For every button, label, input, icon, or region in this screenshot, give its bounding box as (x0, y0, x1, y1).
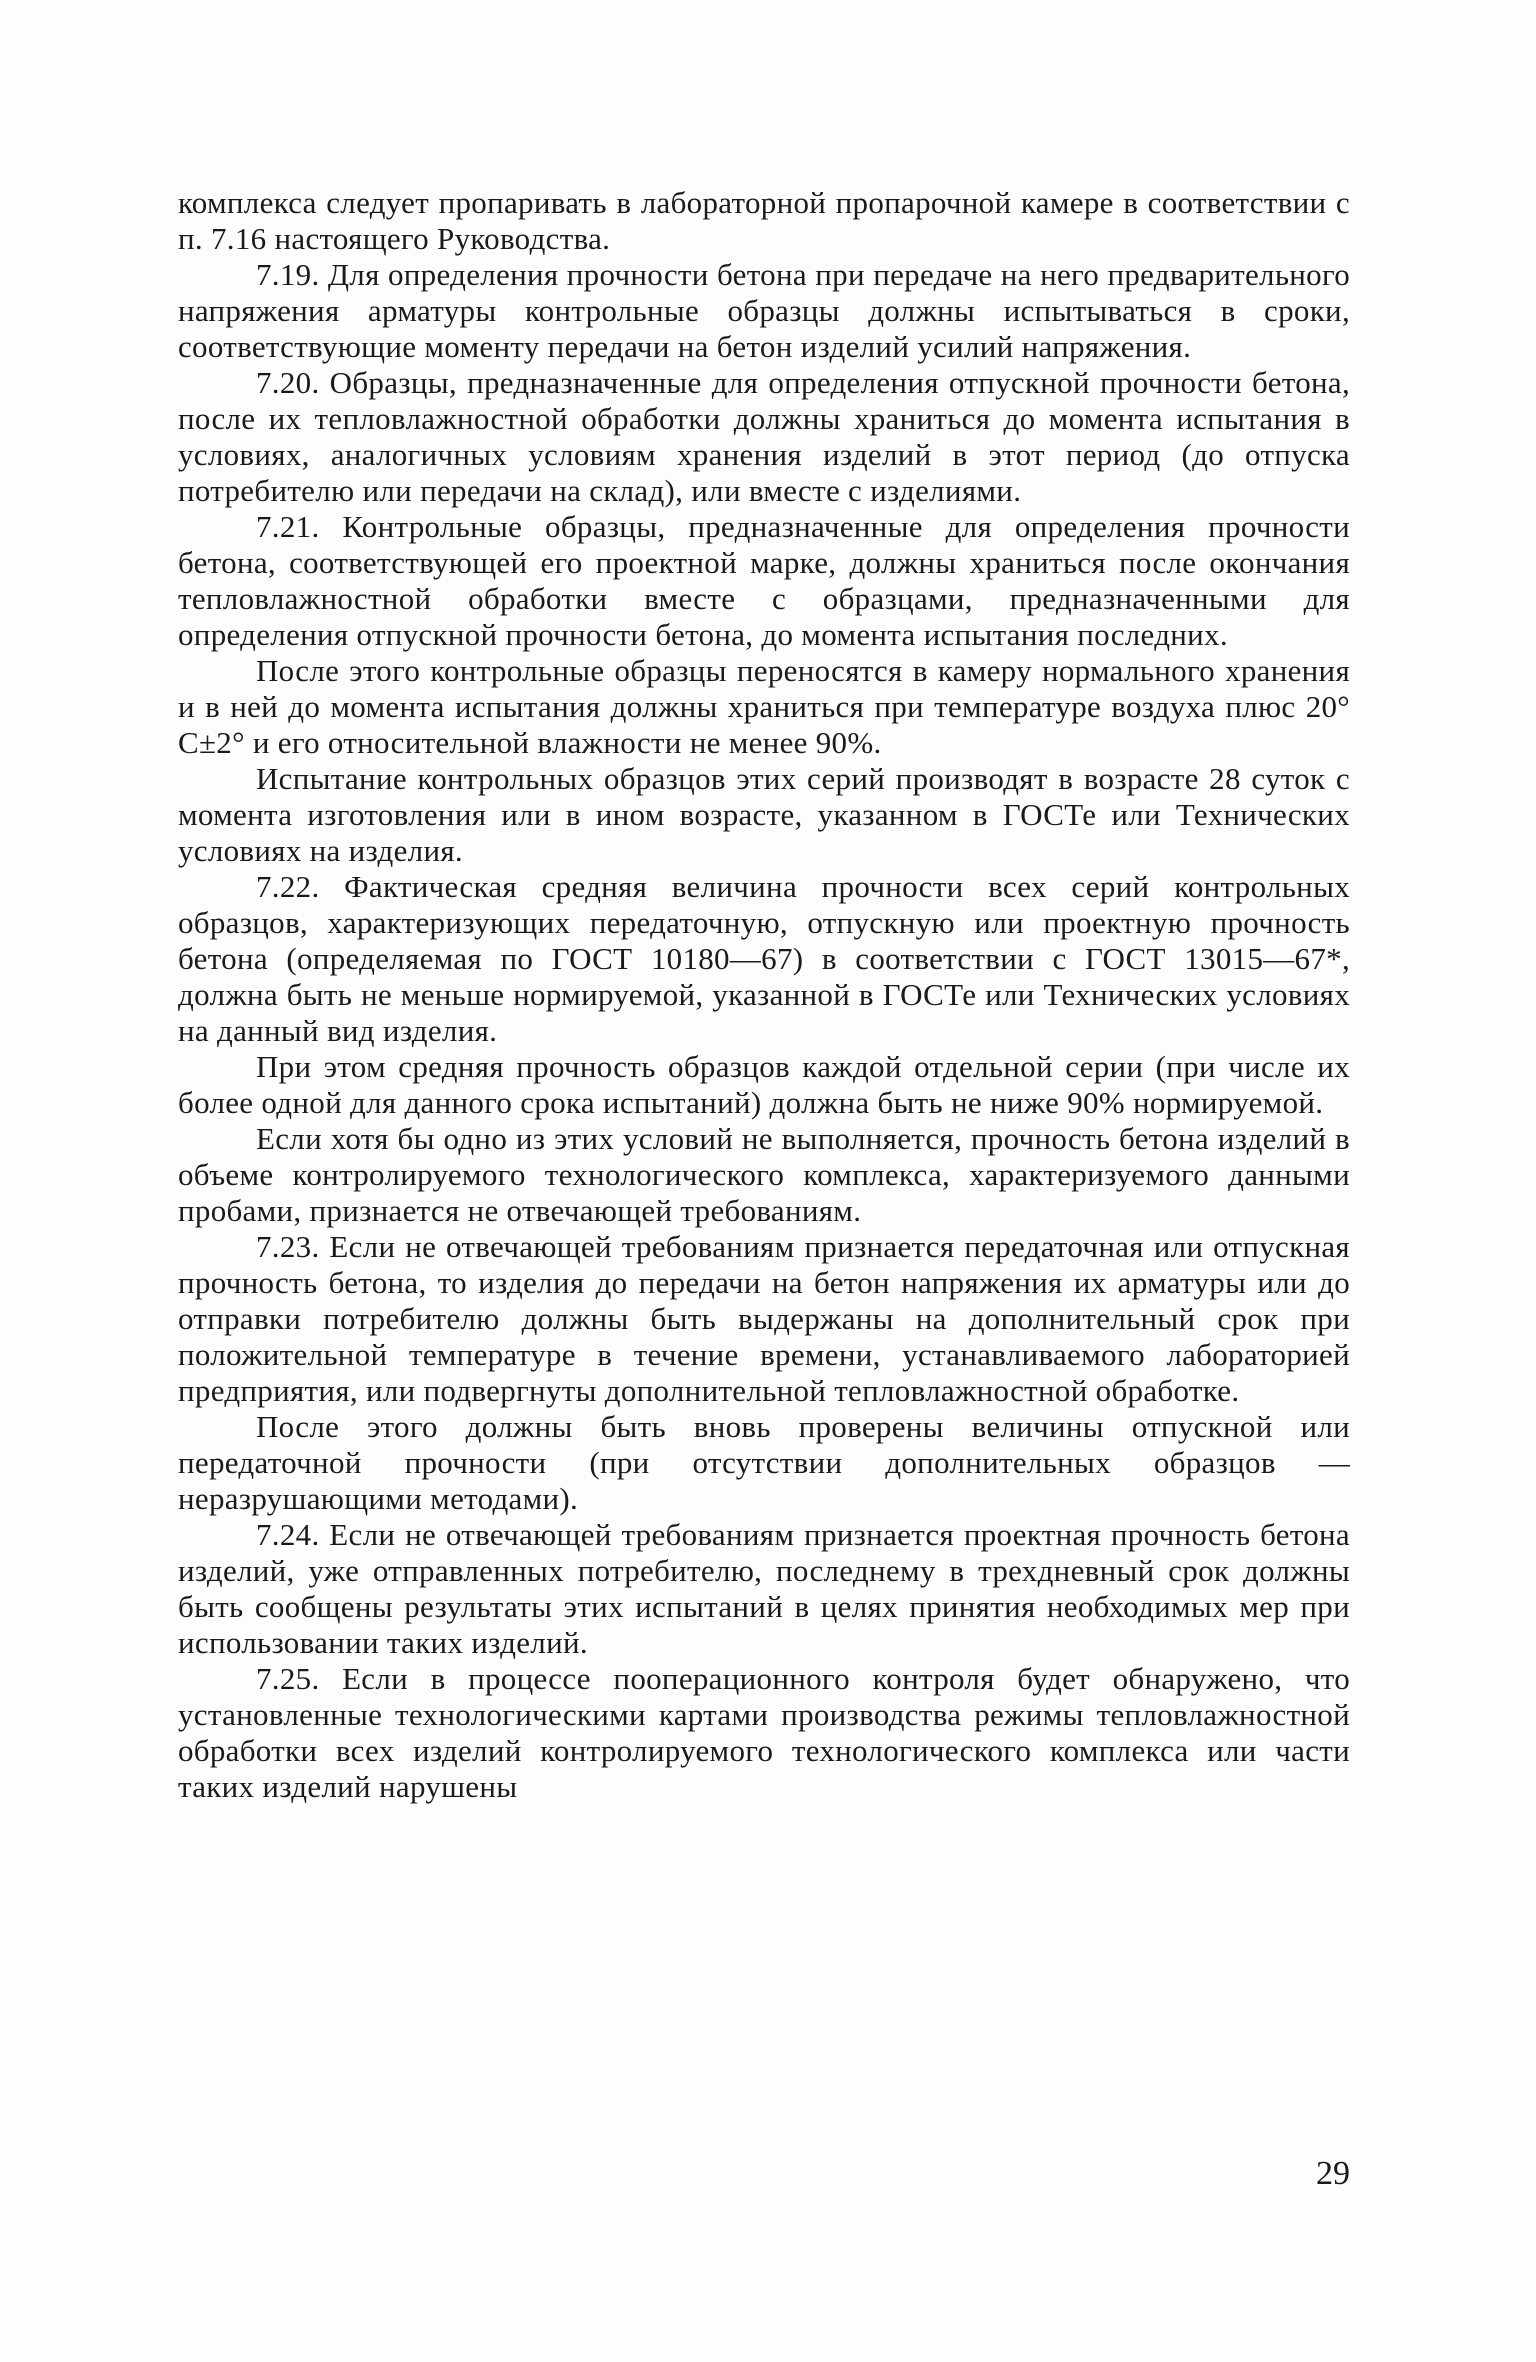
paragraph-recheck: После этого должны быть вновь проверены величины отпускной или передаточной прочности (при отсутствии дополнительных образцов — неразрушающими методами). (178, 1409, 1350, 1516)
paragraph-testing-age: Испытание контрольных образцов этих серий производят в возрасте 28 суток с момента изготовления или в ином возрасте, указанном в ГОСТе или Технических условиях на изделия. (178, 761, 1350, 868)
paragraph-7-21: 7.21. Контрольные образцы, предназначенные для определения прочности бетона, соответствующей его проектной марке, должны храниться после окончания тепловлажностной обработки вместе с образцами, предназначенными для определения отпускной прочности бетона, до момента испытания последних. (178, 509, 1350, 652)
paragraph-7-24: 7.24. Если не отвечающей требованиям признается проектная прочность бетона изделий, уже отправленных потребителю, последнему в трехдневный срок должны быть сообщены результаты этих испытаний в целях принятия необходимых мер при использовании таких изделий. (178, 1517, 1350, 1660)
paragraph-7-22: 7.22. Фактическая средняя величина прочности всех серий контрольных образцов, характеризующих передаточную, отпускную или проектную прочность бетона (определяемая по ГОСТ 10180—67) в соответствии с ГОСТ 13015—67*, должна быть не меньше нормируемой, указанной в ГОСТе или Технических условиях на данный вид изделия. (178, 869, 1350, 1048)
paragraph-7-23: 7.23. Если не отвечающей требованиям признается передаточная или отпускная прочность бетона, то изделия до передачи на бетон напряжения их арматуры или до отправки потребителю должны быть выдержаны на дополнительный срок при положительной температуре в течение времени, устанавливаемого лабораторией предприятия, или подвергнуты дополнительной тепловлажностной обработке. (178, 1229, 1350, 1408)
paragraph-7-19: 7.19. Для определения прочности бетона при передаче на него предварительного напряжения арматуры контрольные образцы должны испытываться в сроки, соответствующие моменту передачи на бетон изделий усилий напряжения. (178, 257, 1350, 364)
paragraph-continuation: комплекса следует пропаривать в лабораторной пропарочной камере в соответствии с п. 7.16 настоящего Руководства. (178, 185, 1350, 256)
paragraph-7-20: 7.20. Образцы, предназначенные для определения отпускной прочности бетона, после их тепловлажностной обработки должны храниться до момента испытания в условиях, аналогичных условиям хранения изделий в этот период (до отпуска потребителю или передачи на склад), или вместе с изделиями. (178, 365, 1350, 508)
paragraph-series-strength: При этом средняя прочность образцов каждой отдельной серии (при числе их более одной для данного срока испытаний) должна быть не ниже 90% нормируемой. (178, 1049, 1350, 1120)
paragraph-storage-conditions: После этого контрольные образцы переносятся в камеру нормального хранения и в ней до момента испытания должны храниться при температуре воздуха плюс 20° С±2° и его относительной влажности не менее 90%. (178, 653, 1350, 760)
page-number: 29 (1316, 2155, 1350, 2192)
body-text (178, 185, 1350, 1805)
paragraph-noncompliance: Если хотя бы одно из этих условий не выполняется, прочность бетона изделий в объеме контролируемого технологического комплекса, характеризуемого данными пробами, признается не отвечающей требованиям. (178, 1121, 1350, 1228)
paragraph-7-25: 7.25. Если в процессе пооперационного контроля будет обнаружено, что установленные технологическими картами производства режимы тепловлажностной обработки всех изделий контролируемого технологического комплекса или части таких изделий нарушены (178, 1661, 1350, 1804)
